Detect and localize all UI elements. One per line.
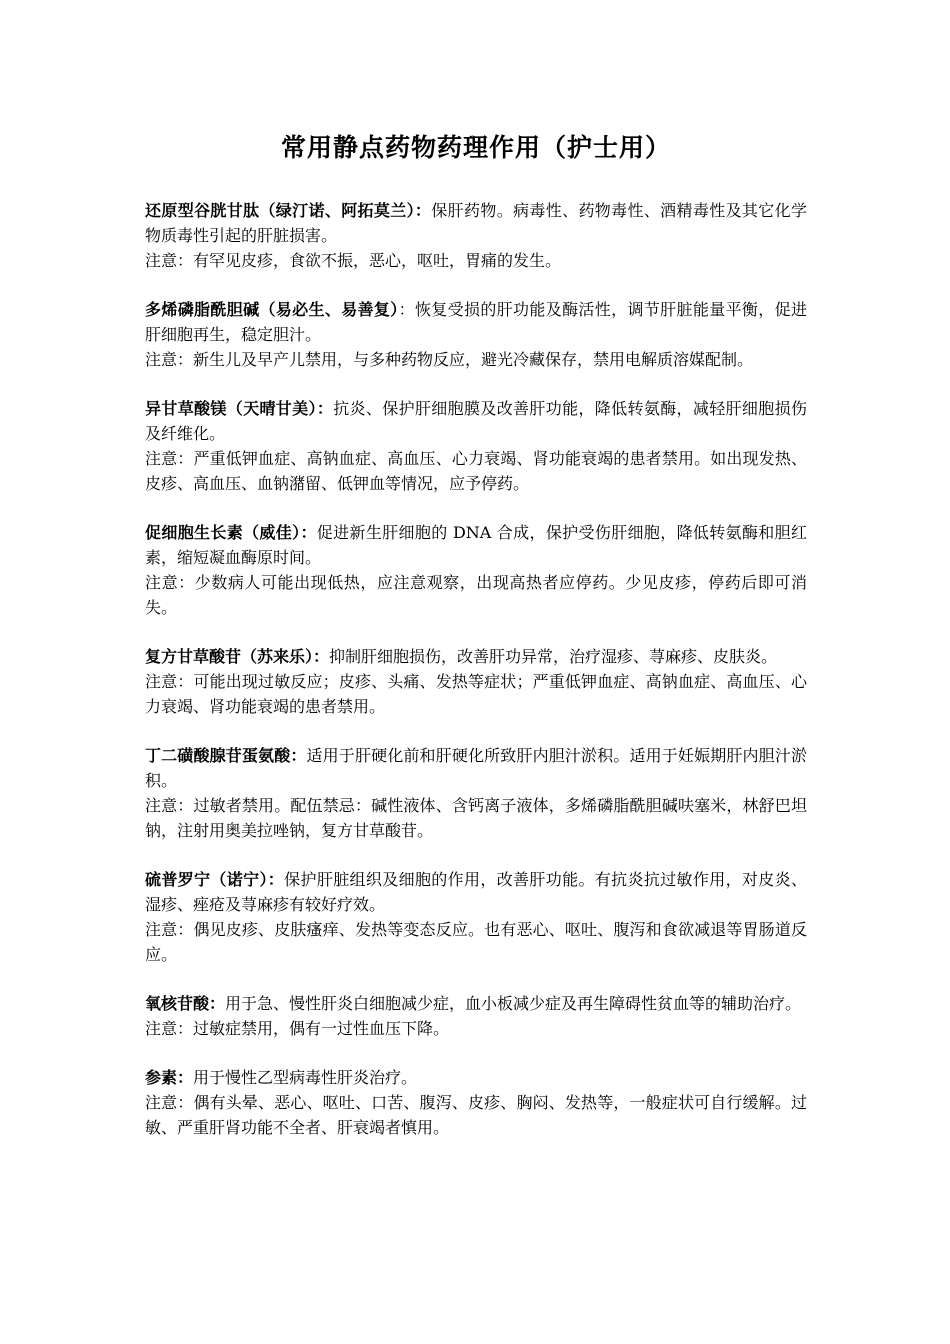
drug-description — [145, 1065, 807, 1090]
drug-note: 注意：可能出现过敏反应；皮疹、头痛、发热等症状；严重低钾血症、高钠血症、高血压、心力衰竭、肾功能衰竭的患者禁用。 — [145, 672, 807, 716]
drug-name: 多烯磷脂酰胆碱（易必生、易善复） — [145, 300, 399, 319]
drug-note: 注意：少数病人可能出现低热，应注意观察，出现高热者应停药。少见皮疹，停药后即可消失。 — [145, 573, 807, 617]
drug-entry-glutathione — [145, 198, 807, 273]
drug-entry-oxynucleotide — [145, 991, 807, 1041]
drug-name: 异甘草酸镁（天晴甘美）： — [145, 399, 334, 418]
drug-description — [145, 991, 807, 1016]
drug-description — [145, 297, 807, 347]
drug-name: 复方甘草酸苷（苏来乐）： — [145, 647, 330, 666]
drug-note: 注意：偶见皮疹、皮肤瘙痒、发热等变态反应。也有恶心、呕吐、腹泻和食欲减退等胃肠道反应。 — [145, 920, 807, 964]
drug-description-text: 适用于肝硬化前和肝硬化所致肝内胆汁淤积。适用于妊娠期肝内胆汁淤积。 — [145, 746, 807, 790]
drug-description-text: 抑制肝细胞损伤，改善肝功异常，治疗湿疹、荨麻疹、皮肤炎。 — [329, 647, 778, 666]
drug-entry-ademetionine — [145, 743, 807, 843]
drug-description — [145, 644, 807, 669]
document-page — [145, 128, 807, 1164]
drug-entry-shensu — [145, 1065, 807, 1140]
drug-entry-tiopronin — [145, 867, 807, 967]
drug-description — [145, 867, 807, 917]
drug-name: 参素： — [145, 1068, 194, 1087]
drug-note: 注意：过敏者禁用。配伍禁忌：碱性液体、含钙离子液体，多烯磷脂酰胆碱呋塞米，林舒巴坦钠，注射用奥美拉唑钠，复方甘草酸苷。 — [145, 796, 807, 840]
drug-name: 丁二磺酸腺苷蛋氨酸： — [145, 746, 307, 765]
drug-entry-hepatocyte-growth-promoter — [145, 520, 807, 620]
drug-description — [145, 520, 807, 570]
drug-entry-compound-glycyrrhizin — [145, 644, 807, 719]
drug-name: 硫普罗宁（诺宁）： — [145, 870, 285, 889]
drug-note: 注意：偶有头晕、恶心、呕吐、口苦、腹泻、皮疹、胸闷、发热等，一般症状可自行缓解。过敏、严重肝肾功能不全者、肝衰竭者慎用。 — [145, 1093, 807, 1137]
drug-name: 氧核苷酸： — [145, 994, 226, 1013]
drug-description-text: 保肝药物。病毒性、药物毒性、酒精毒性及其它化学物质毒性引起的肝脏损害。 — [145, 201, 807, 245]
drug-note: 注意：有罕见皮疹，食欲不振，恶心，呕吐，胃痛的发生。 — [145, 251, 562, 270]
drug-description — [145, 198, 807, 248]
drug-note: 注意：严重低钾血症、高钠血症、高血压、心力衰竭、肾功能衰竭的患者禁用。如出现发热、皮疹、高血压、血钠潴留、低钾血等情况，应予停药。 — [145, 449, 807, 493]
drug-note: 注意：新生儿及早产儿禁用，与多种药物反应，避光冷藏保存，禁用电解质溶媒配制。 — [145, 350, 754, 369]
drug-description — [145, 743, 807, 793]
drug-entry-magnesium-isoglycyrrhizinate — [145, 396, 807, 496]
drug-description-text: 保护肝脏组织及细胞的作用，改善肝功能。有抗炎抗过敏作用，对皮炎、湿疹、痤疮及荨麻疹有较好疗效。 — [145, 870, 807, 914]
drug-description-text: 用于急、慢性肝炎白细胞减少症，血小板减少症及再生障碍性贫血等的辅助治疗。 — [225, 994, 802, 1013]
drug-name: 还原型谷胱甘肽（绿汀诺、阿拓莫兰）： — [145, 201, 432, 220]
drug-description-text: ：恢复受损的肝功能及酶活性，调节肝脏能量平衡，促进肝细胞再生，稳定胆汁。 — [145, 300, 807, 344]
drug-description — [145, 396, 807, 446]
drug-description-text: 抗炎、保护肝细胞膜及改善肝功能，降低转氨酶，减轻肝细胞损伤及纤维化。 — [145, 399, 807, 443]
drug-description-text: 促进新生肝细胞的 DNA 合成，保护受伤肝细胞，降低转氨酶和胆红素，缩短凝血酶原时间。 — [145, 523, 807, 567]
page-title: 常用静点药物药理作用（护士用） — [280, 133, 671, 162]
drug-entry-polyene-phosphatidylcholine — [145, 297, 807, 372]
drug-name: 促细胞生长素（威佳）： — [145, 523, 317, 542]
drug-note: 注意：过敏症禁用，偶有一过性血压下降。 — [145, 1019, 450, 1038]
drug-description-text: 用于慢性乙型病毒性肝炎治疗。 — [193, 1068, 418, 1087]
